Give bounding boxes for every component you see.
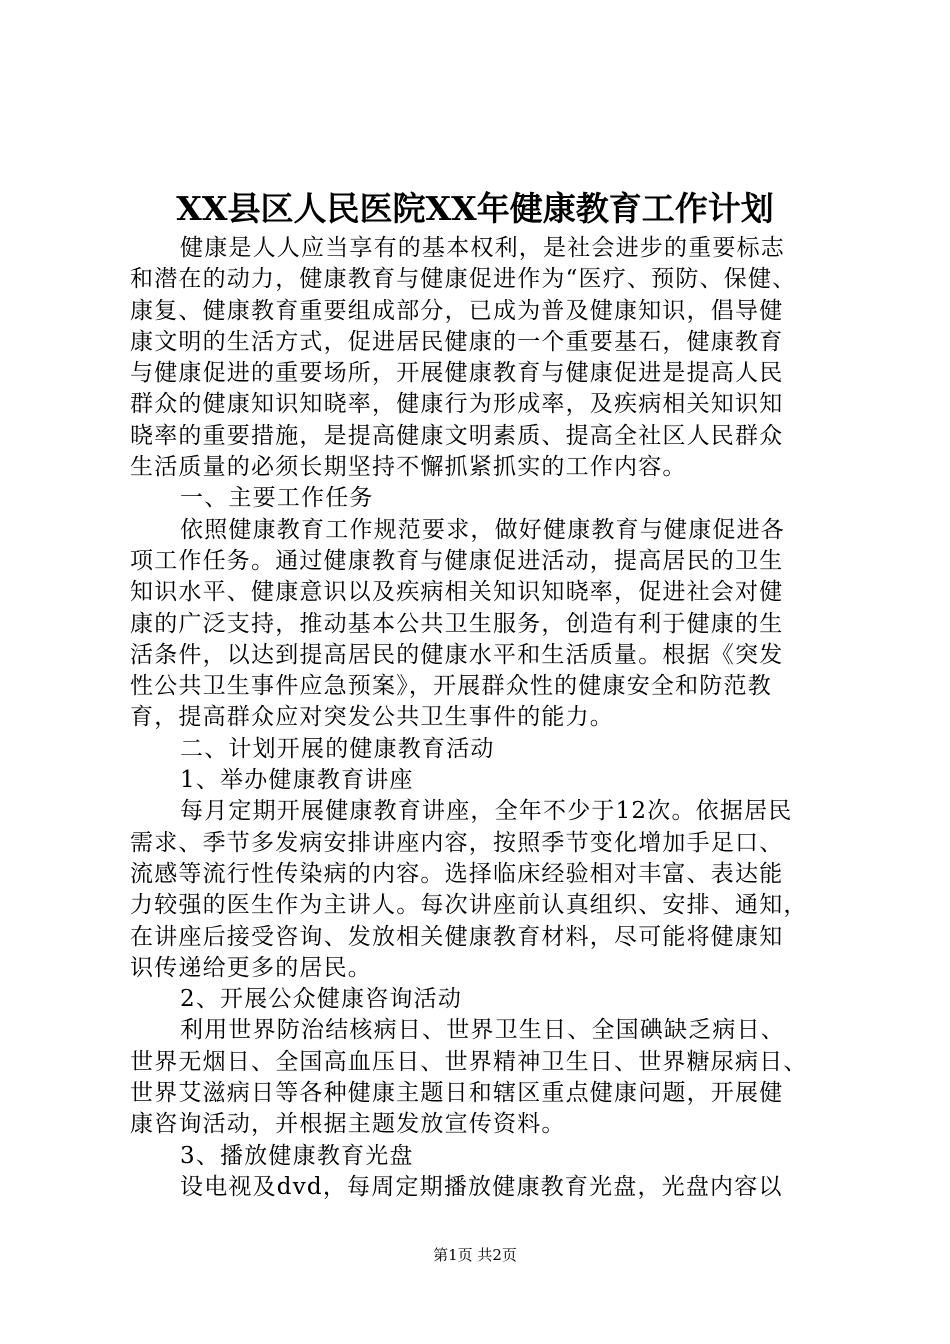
text-line: 在讲座后接受咨询、发放相关健康教育材料，尽可能将健康知 <box>130 923 784 950</box>
text-line: 康咨询活动，并根据主题发放宣传资料。 <box>130 1111 566 1138</box>
section-heading: 二、计划开展的健康教育活动 <box>180 735 495 762</box>
text-line: 活条件，以达到提高居民的健康水平和生活质量。根据《突发 <box>130 641 784 668</box>
text-line: 晓率的重要措施，是提高健康文明素质、提高全社区人民群众 <box>130 422 784 449</box>
document-body <box>130 233 830 1203</box>
page-number-footer: 第1页 共2页 <box>433 1246 517 1264</box>
text-line: 需求、季节多发病安排讲座内容，按照季节变化增加手足口、 <box>130 829 784 856</box>
text-line: 世界艾滋病日等各种健康主题日和辖区重点健康问题，开展健 <box>130 1080 784 1107</box>
text-line: 健康是人人应当享有的基本权利，是社会进步的重要标志 <box>180 235 785 261</box>
text-line: 康的广泛支持，推动基本公共卫生服务，创造有利于健康的生 <box>130 610 784 637</box>
text-line: 群众的健康知识知晓率，健康行为形成率，及疾病相关知识知 <box>130 391 784 418</box>
subsection-heading: 1、举办健康教育讲座 <box>180 767 414 794</box>
text-line: 每月定期开展健康教育讲座，全年不少于12次。依据居民 <box>180 798 793 825</box>
text-line: 康复、健康教育重要组成部分，已成为普及健康知识，倡导健 <box>130 297 784 324</box>
subsection-heading: 2、开展公众健康咨询活动 <box>180 986 463 1013</box>
text-line: 利用世界防治结核病日、世界卫生日、全国碘缺乏病日、 <box>180 1017 785 1044</box>
text-line: 育，提高群众应对突发公共卫生事件的能力。 <box>130 704 614 731</box>
document-title: XX县区人民医院XX年健康教育工作计划 <box>176 189 774 228</box>
text-line: 知识水平、健康意识以及疾病相关知识知晓率，促进社会对健 <box>130 579 784 606</box>
section-heading: 一、主要工作任务 <box>180 485 374 512</box>
text-line: 性公共卫生事件应急预案》，开展群众性的健康安全和防范教 <box>130 673 772 700</box>
text-line: 生活质量的必须长期坚持不懈抓紧抓实的工作内容。 <box>130 454 687 481</box>
text-line: 与健康促进的重要场所，开展健康教育与健康促进是提高人民 <box>130 360 784 387</box>
text-line: 流感等流行性传染病的内容。选择临床经验相对丰富、表达能 <box>130 860 784 887</box>
text-line: 力较强的医生作为主讲人。每次讲座前认真组织、安排、通知， <box>130 892 808 919</box>
text-line: 设电视及dvd，每周定期播放健康教育光盘，光盘内容以 <box>180 1173 783 1200</box>
subsection-heading: 3、播放健康教育光盘 <box>180 1142 414 1169</box>
text-line: 项工作任务。通过健康教育与健康促进活动，提高居民的卫生 <box>130 547 784 574</box>
text-line: 康文明的生活方式，促进居民健康的一个重要基石，健康教育 <box>130 328 784 355</box>
text-line: 和潜在的动力，健康教育与健康促进作为“医疗、预防、保健、 <box>130 266 797 293</box>
text-line: 识传递给更多的居民。 <box>130 954 372 981</box>
text-line: 依照健康教育工作规范要求，做好健康教育与健康促进各 <box>180 516 785 543</box>
text-line: 世界无烟日、全国高血压日、世界精神卫生日、世界糖尿病日、 <box>130 1048 808 1075</box>
